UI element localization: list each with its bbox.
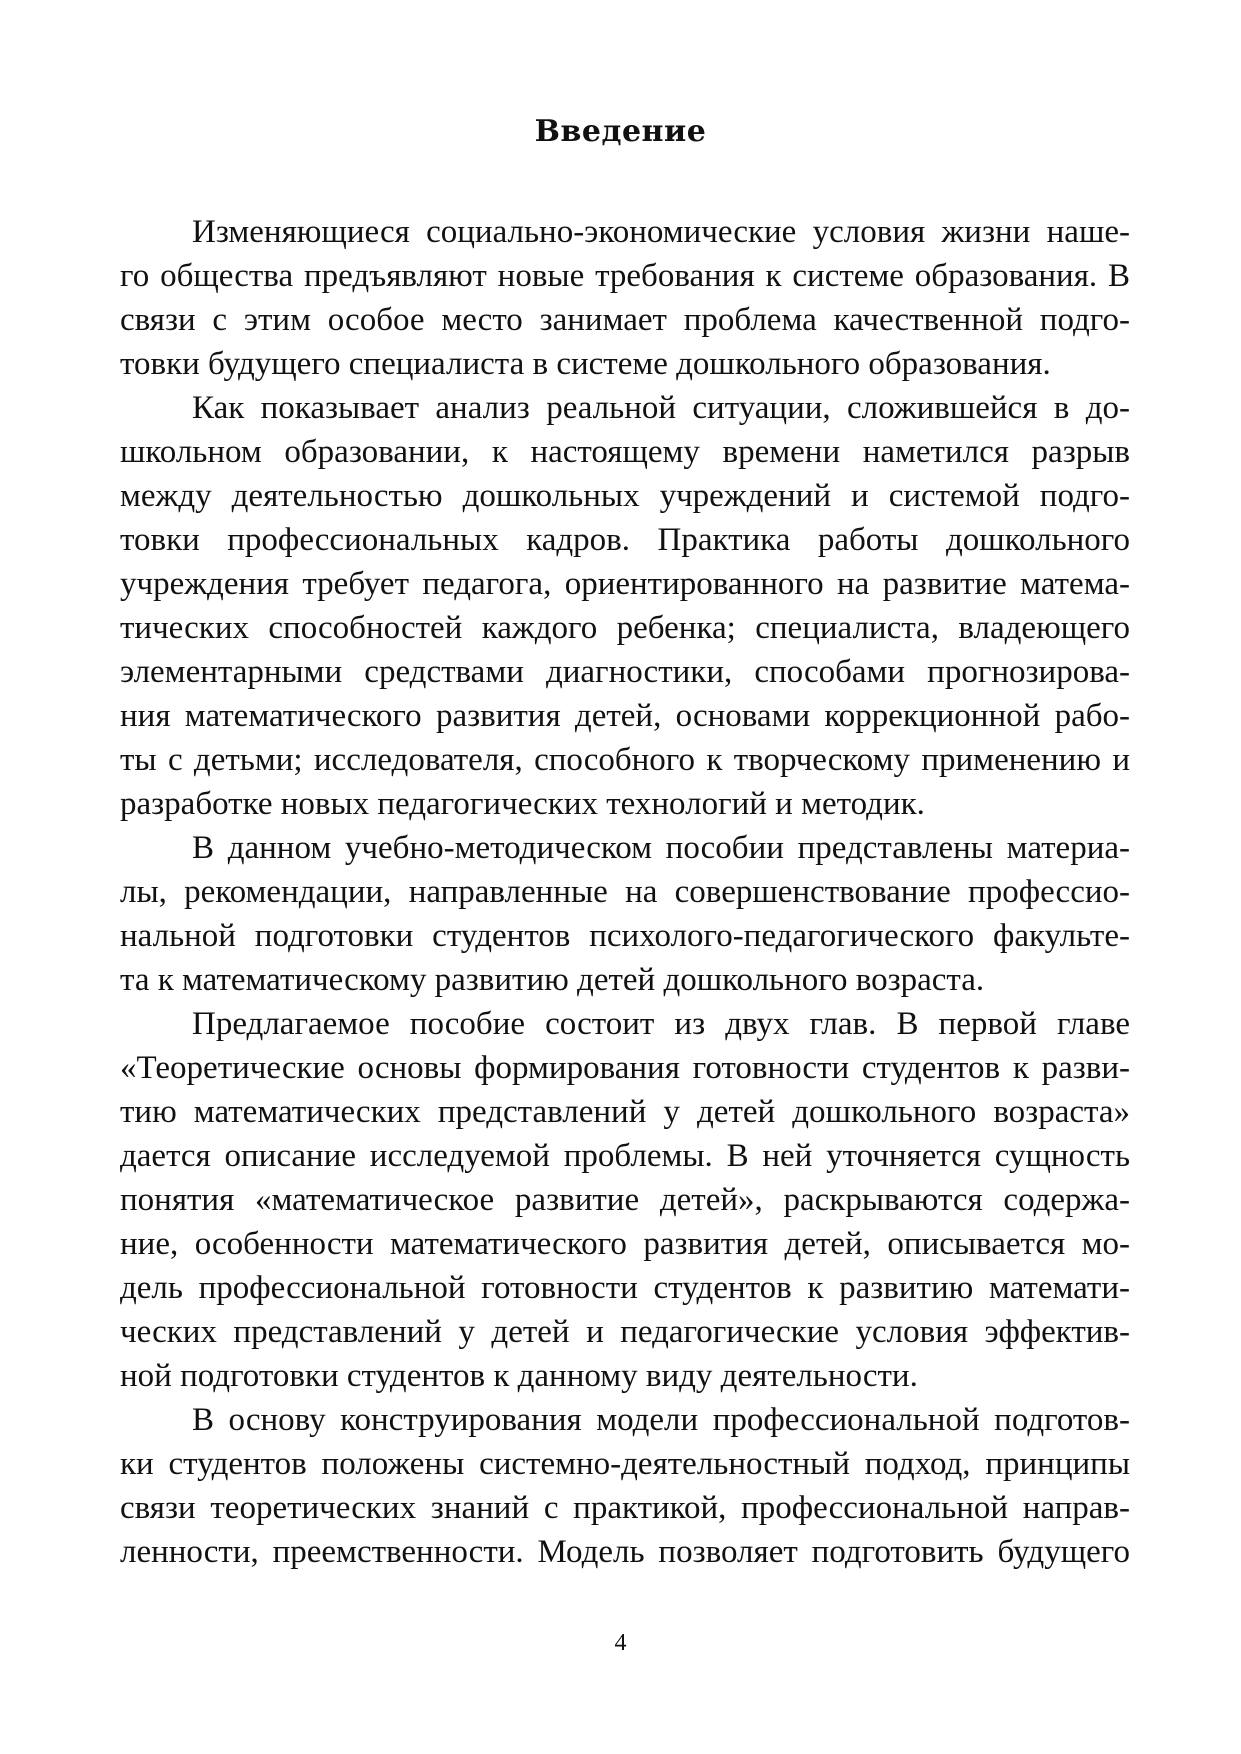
text-line: учреждения требует педагога, ориентированного на развитие матема-	[120, 566, 1130, 602]
body-text	[120, 210, 1130, 1574]
text-line: ние, особенности математического развития детей, описывается мо-	[120, 1226, 1130, 1262]
text-line: лы, рекомендации, направленные на совершенствование профессио-	[120, 874, 1130, 910]
text-line: понятия «математическое развитие детей», раскрываются содержа-	[120, 1182, 1130, 1218]
text-line: В данном учебно-методическом пособии представлены материа-	[192, 830, 1130, 866]
text-line: «Теоретические основы формирования готовности студентов к разви-	[120, 1050, 1130, 1086]
text-line: тию математических представлений у детей дошкольного возраста»	[120, 1094, 1130, 1130]
text-line: нальной подготовки студентов психолого-педагогического факульте-	[120, 918, 1130, 954]
text-line: элементарными средствами диагностики, способами прогнозирова-	[120, 654, 1130, 690]
text-line: разработке новых педагогических технологий и методик.	[120, 786, 925, 822]
text-line: ния математического развития детей, основами коррекционной рабо-	[120, 698, 1130, 734]
text-line: дель профессиональной готовности студентов к развитию математи-	[120, 1270, 1130, 1306]
text-line: го общества предъявляют новые требования к системе образования. В	[120, 258, 1130, 294]
text-line: товки профессиональных кадров. Практика работы дошкольного	[120, 522, 1130, 558]
paragraph	[120, 1398, 1130, 1574]
text-line: Изменяющиеся социально-экономические условия жизни наше-	[192, 214, 1130, 250]
text-line: та к математическому развитию детей дошкольного возраста.	[120, 962, 985, 998]
text-line: школьном образовании, к настоящему времени наметился разрыв	[120, 434, 1130, 470]
text-line: В основу конструирования модели профессиональной подготов-	[192, 1402, 1130, 1438]
text-line: между деятельностью дошкольных учреждений и системой подго-	[120, 478, 1130, 514]
paragraph	[120, 386, 1130, 826]
text-line: ки студентов положены системно-деятельностный подход, принципы	[120, 1446, 1130, 1482]
text-line: Предлагаемое пособие состоит из двух глав. В первой главе	[192, 1006, 1130, 1042]
text-line: связи теоретических знаний с практикой, профессиональной направ-	[120, 1490, 1130, 1526]
text-line: ческих представлений у детей и педагогические условия эффектив-	[120, 1314, 1130, 1350]
paragraph	[120, 210, 1130, 386]
text-line: Как показывает анализ реальной ситуации, сложившейся в до-	[192, 390, 1130, 426]
paragraph	[120, 1002, 1130, 1398]
text-line: ной подготовки студентов к данному виду деятельности.	[120, 1358, 918, 1394]
text-line: дается описание исследуемой проблемы. В ней уточняется сущность	[120, 1138, 1130, 1174]
text-line: ленности, преемственности. Модель позволяет подготовить будущего	[120, 1534, 1130, 1570]
text-line: тических способностей каждого ребенка; специалиста, владеющего	[120, 610, 1130, 646]
section-heading: Введение	[534, 114, 707, 149]
text-line: ты с детьми; исследователя, способного к творческому применению и	[120, 742, 1130, 778]
text-line: товки будущего специалиста в системе дошкольного образования.	[120, 346, 1051, 382]
page-number: 4	[614, 1630, 627, 1656]
text-line: связи с этим особое место занимает проблема качественной подго-	[120, 302, 1130, 338]
paragraph	[120, 826, 1130, 1002]
